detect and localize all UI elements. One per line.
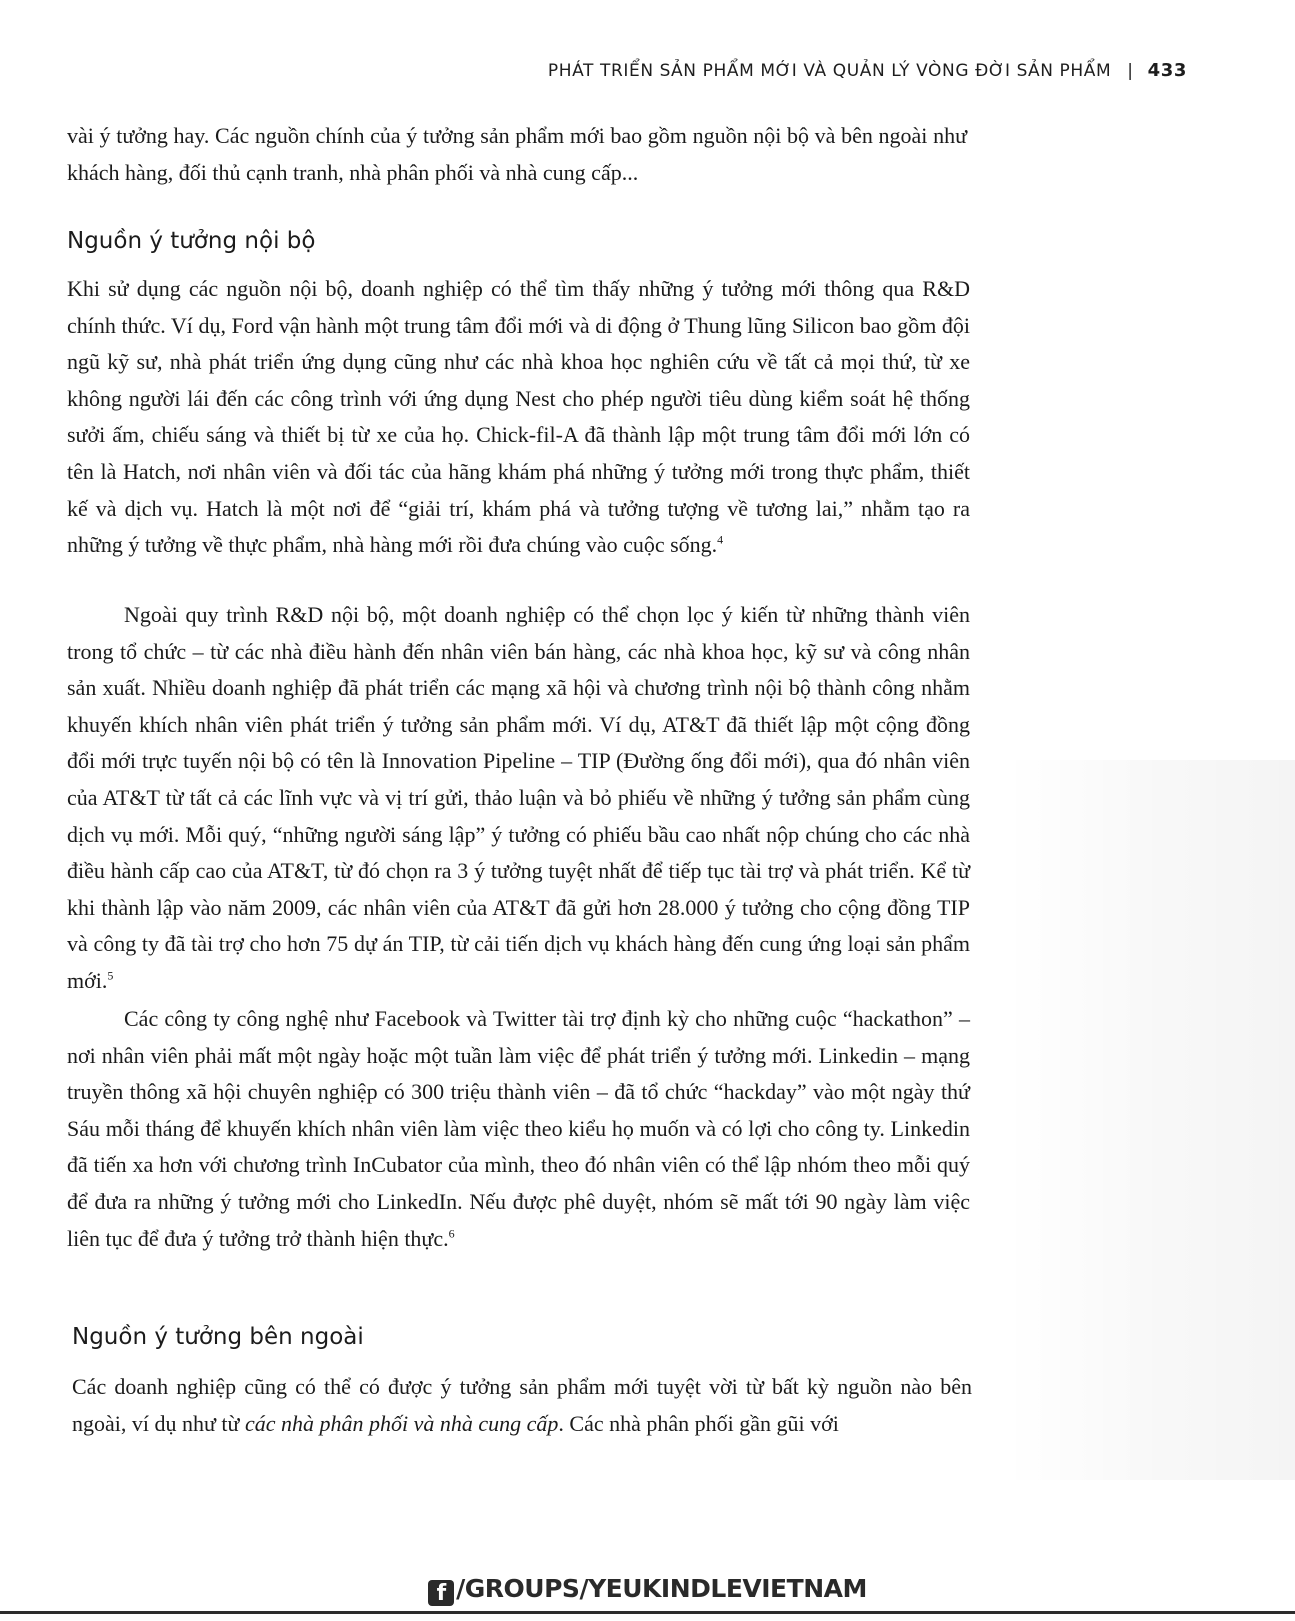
scan-shadow [1005, 760, 1295, 1480]
page-number: 433 [1147, 60, 1187, 81]
running-header [548, 60, 1187, 81]
intro-paragraph: vài ý tưởng hay. Các nguồn chính của ý tưởng sản phẩm mới bao gồm nguồn nội bộ và bên ngoài như khách hàng, đối thủ cạnh tranh, nhà phân phối và nhà cung cấp... [67, 123, 967, 185]
running-title: PHÁT TRIỂN SẢN PHẨM MỚI VÀ QUẢN LÝ VÒNG ĐỜI SẢN PHẨM [547, 60, 1112, 81]
footer-text: /GROUPS/YEUKINDLEVIETNAM [456, 1574, 867, 1603]
section-heading-internal: Nguồn ý tưởng nội bộ [67, 228, 316, 254]
facebook-icon: f [428, 1580, 454, 1606]
paragraph-internal-hackathon: Các công ty công nghệ như Facebook và Twitter tài trợ định kỳ cho những cuộc “hackathon” – nơi nhân viên phải mất một ngày hoặc một tuần làm việc để phát triển ý tưởng mới. Linkedin – mạng truyền thông xã hội chuyên nghiệp có 300 triệu thành viên – đã tổ chức “hackday” vào một ngày thứ Sáu mỗi tháng để khuyến khích nhân viên làm việc theo kiểu họ muốn và có lợi cho công ty. Linkedin đã tiến xa hơn với chương trình InCubator của mình, theo đó nhân viên có thể lập nhóm theo mỗi quý để đưa ra những ý tưởng mới cho LinkedIn. Nếu được phê duyệt, nhóm sẽ mất tới 90 ngày làm việc liên tục để đưa ý tưởng trở thành hiện thực.$^6$ [67, 1006, 970, 1251]
footnote-marker: 4 [717, 532, 724, 547]
section-heading-external: Nguồn ý tưởng bên ngoài [72, 1324, 364, 1350]
footer-watermark [0, 1574, 1295, 1606]
footnote-marker: 6 [448, 1226, 455, 1241]
paragraph-internal-rnd: Khi sử dụng các nguồn nội bộ, doanh nghiệp có thể tìm thấy những ý tưởng mới thông qua R&D chính thức. Ví dụ, Ford vận hành một trung tâm đổi mới và di động ở Thung lũng Silicon bao gồm đội ngũ kỹ sư, nhà phát triển ứng dụng cũng như các nhà khoa học nghiên cứu về tất cả mọi thứ, từ xe không người lái đến các công trình với ứng dụng Nest cho phép người tiêu dùng kiểm soát hệ thống sưởi ấm, chiếu sáng và thiết bị từ xe của họ. Chick-fil-A đã thành lập một trung tâm đổi mới lớn có tên là Hatch, nơi nhân viên và đối tác của hãng khám phá những ý tưởng mới trong thực phẩm, thiết kế và dịch vụ. Hatch là một nơi để “giải trí, khám phá và tưởng tượng về tương lai,” nhằm tạo ra những ý tưởng về thực phẩm, nhà hàng mới rồi đưa chúng vào cuộc sống.$^4$ [67, 276, 970, 558]
paragraph-external-sources: Các doanh nghiệp cũng có thể có được ý tưởng sản phẩm mới tuyệt vời từ bất kỳ nguồn nào bên ngoài, ví dụ như từ các nhà phân phối và nhà cung cấp. Các nhà phân phối gần gũi với [72, 1374, 972, 1436]
header-separator: | [1127, 60, 1134, 81]
paragraph-internal-employees: Ngoài quy trình R&D nội bộ, một doanh nghiệp có thể chọn lọc ý kiến từ những thành viên trong tổ chức – từ các nhà điều hành đến nhân viên bán hàng, các nhà khoa học, kỹ sư và công nhân sản xuất. Nhiều doanh nghiệp đã phát triển các mạng xã hội và chương trình nội bộ thành công nhằm khuyến khích nhân viên phát triển ý tưởng sản phẩm mới. Ví dụ, AT&T đã thiết lập một cộng đồng đổi mới trực tuyến nội bộ có tên là Innovation Pipeline – TIP (Đường ống đổi mới), qua đó nhân viên của AT&T từ tất cả các lĩnh vực và vị trí gửi, thảo luận và bỏ phiếu về những ý tưởng sản phẩm cùng dịch vụ mới. Mỗi quý, “những người sáng lập” ý tưởng có phiếu bầu cao nhất nộp chúng cho các nhà điều hành cấp cao của AT&T, từ đó chọn ra 3 ý tưởng tuyệt nhất để tiếp tục tài trợ và phát triển. Kể từ khi thành lập vào năm 2009, các nhân viên của AT&T đã gửi hơn 28.000 ý tưởng cho cộng đồng TIP và công ty đã tài trợ cho hơn 75 dự án TIP, từ cải tiến dịch vụ khách hàng đến cung ứng loại sản phẩm mới.$^5$ [67, 602, 970, 993]
footnote-marker: 5 [107, 968, 114, 983]
bottom-rule [0, 1611, 1295, 1614]
italic-emphasis: các nhà phân phối và nhà cung cấp [244, 1410, 559, 1436]
